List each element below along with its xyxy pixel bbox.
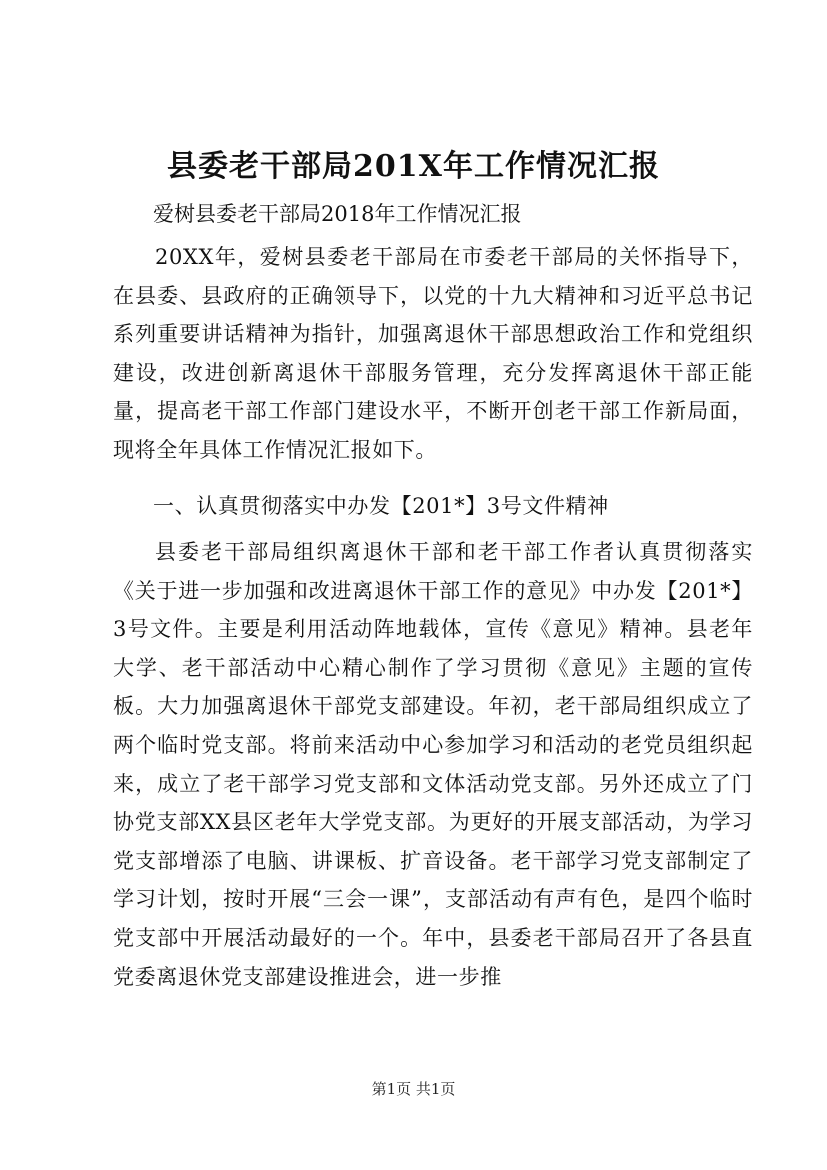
paragraph-intro: 20XX年，爱树县委老干部局在市委老干部局的关怀指导下，在县委、县政府的正确领导下，以党的十九大精神和习近平总书记系列重要讲话精神为指针，加强离退休干部思想政治工作和党组织建设，改进创新离退休干部服务管理，充分发挥离退休干部正能量，提高老干部工作部门建设水平，不断开创老干部工作新局面，现将全年具体工作情况汇报如下。 <box>113 245 753 462</box>
page-footer: 第1页 共1页 <box>371 1080 456 1098</box>
section-heading-1: 一、认真贯彻落实中办发【201*】3号文件精神 <box>153 494 609 518</box>
document-title: 县委老干部局201X年工作情况汇报 <box>167 149 660 184</box>
paragraph-section-1: 县委老干部局组织离退休干部和老干部工作者认真贯彻落实《关于进一步加强和改进离退休干部工作的意见》中办发【201*】3号文件。主要是利用活动阵地载体，宣传《意见》精神。县老年大学、老干部活动中心精心制作了学习贯彻《意见》主题的宣传板。大力加强离退休干部党支部建设。年初，老干部局组织成立了两个临时党支部。将前来活动中心参加学习和活动的老党员组织起来，成立了老干部学习党支部和文体活动党支部。另外还成立了门协党支部XX县区老年大学党支部。为更好的开展支部活动，为学习党支部增添了电脑、讲课板、扩音设备。老干部学习党支部制定了学习计划，按时开展“三会一课”，支部活动有声有色，是四个临时党支部中开展活动最好的一个。年中，县委老干部局召开了各县直党委离退休党支部建设推进会，进一步推 <box>113 540 753 989</box>
document-subtitle: 爱树县委老干部局2018年工作情况汇报 <box>153 202 522 226</box>
